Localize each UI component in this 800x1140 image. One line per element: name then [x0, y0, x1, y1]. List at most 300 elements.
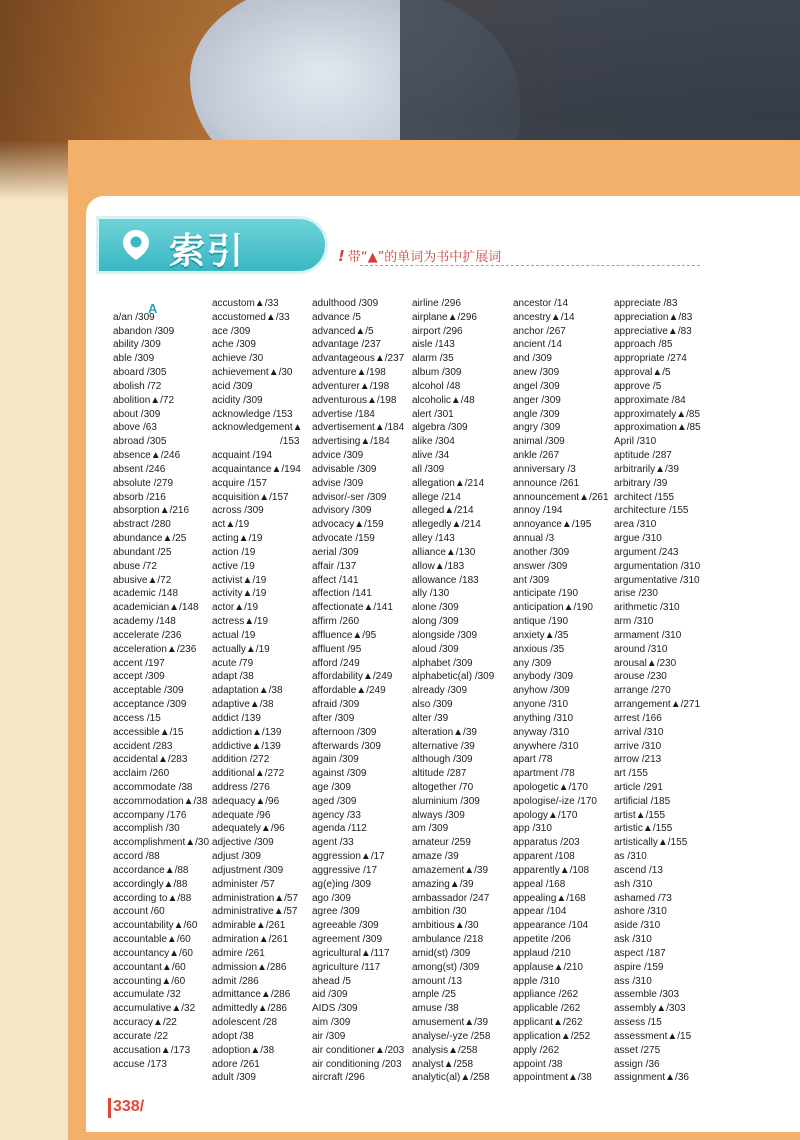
- index-entry: afternoon /309: [312, 726, 377, 738]
- index-entry: absence▲/246: [113, 450, 181, 462]
- index-column-2: [212, 297, 312, 1085]
- index-entry: accustom▲/33: [212, 298, 279, 309]
- index-entry: analytic(al)▲/258: [412, 1072, 490, 1084]
- index-entry: agree /309: [312, 906, 360, 918]
- index-column-1: [113, 297, 213, 1071]
- index-banner: [96, 216, 328, 274]
- index-entry: ample /25: [412, 989, 456, 1001]
- index-entry: arithmetic /310: [614, 602, 680, 614]
- index-entry: art /155: [614, 768, 648, 780]
- index-entry: anticipation▲/190: [513, 602, 593, 614]
- index-entry: apple /310: [513, 975, 560, 987]
- index-entry: accommodate /38: [113, 781, 193, 793]
- index-entry: affluent /95: [312, 643, 362, 655]
- index-entry: advice /309: [312, 450, 364, 462]
- index-entry: alley /143: [412, 533, 455, 545]
- index-entry: absorption▲/216: [113, 505, 190, 517]
- index-entry: action /19: [212, 546, 256, 558]
- index-entry: accord /88: [113, 851, 160, 863]
- index-entry: agent /33: [312, 837, 354, 849]
- index-entry: assemble /303: [614, 989, 680, 1001]
- index-entry: AIDS /309: [312, 1003, 358, 1015]
- index-entry: adore /261: [212, 1058, 260, 1070]
- index-entry: ally /130: [412, 588, 450, 600]
- index-entry: administration▲/57: [212, 892, 299, 904]
- index-entry: acquire /157: [212, 477, 268, 489]
- index-entry: adult /309: [212, 1072, 256, 1084]
- index-entry: altitude /287: [412, 768, 467, 780]
- index-entry: alternative /39: [412, 740, 475, 752]
- index-entry: account /60: [113, 906, 165, 918]
- index-entry: airport /296: [412, 325, 463, 337]
- index-entry: about /309: [113, 408, 161, 420]
- index-entry: although /309: [412, 754, 473, 766]
- index-entry: anyway /310: [513, 726, 570, 738]
- index-entry: adjust /309: [212, 851, 261, 863]
- index-entry: abundant /25: [113, 546, 172, 558]
- index-entry: amaze /39: [412, 851, 459, 863]
- index-entry: adequately▲/96: [212, 823, 285, 835]
- index-entry: access /15: [113, 712, 161, 724]
- index-entry: acidity /309: [212, 394, 263, 406]
- index-entry: anxious /35: [513, 643, 565, 655]
- index-entry: accumulative▲/32: [113, 1003, 196, 1015]
- index-entry: arm /310: [614, 616, 654, 628]
- index-entry: and /309: [513, 353, 552, 365]
- index-entry: acute /79: [212, 657, 254, 669]
- index-entry: agriculture /117: [312, 961, 381, 973]
- index-entry: airplane▲/296: [412, 311, 477, 323]
- index-entry: against /309: [312, 768, 367, 780]
- index-entry: actual /19: [212, 629, 256, 641]
- index-entry: appropriate /274: [614, 353, 687, 365]
- index-entry: accidental▲/283: [113, 754, 188, 766]
- index-entry: advisory /309: [312, 505, 372, 517]
- index-entry: arrangement▲/271: [614, 699, 701, 711]
- heading-spacer: [113, 297, 213, 311]
- index-entry: appreciate /83: [614, 298, 678, 309]
- index-entry: approve /5: [614, 380, 662, 392]
- index-entry: aggression▲/17: [312, 851, 385, 863]
- index-entry: act▲/19: [212, 519, 250, 531]
- index-entry: accuse /173: [113, 1058, 167, 1070]
- index-entry: acid /309: [212, 380, 253, 392]
- index-entry: a/an /309: [113, 311, 155, 323]
- index-entry: admire /261: [212, 947, 265, 959]
- index-entry: aim /309: [312, 1017, 351, 1029]
- index-entry: abolition▲/72: [113, 394, 175, 406]
- index-entry: angel /309: [513, 380, 560, 392]
- index-entry: analyse/-yze /258: [412, 1030, 491, 1042]
- index-entry: assignment▲/36: [614, 1072, 689, 1084]
- index-entry: arrange /270: [614, 685, 671, 697]
- index-entry: approach /85: [614, 339, 673, 351]
- index-entry: app /310: [513, 823, 552, 835]
- index-entry: appear /104: [513, 906, 567, 918]
- index-entry: alike /304: [412, 436, 455, 448]
- note-text: 带“▲”的单词为书中扩展词: [347, 250, 502, 265]
- index-entry: appearance /104: [513, 920, 589, 932]
- index-entry: angle /309: [513, 408, 560, 420]
- index-entry: arousal▲/230: [614, 657, 677, 669]
- index-entry: announcement▲/261: [513, 491, 609, 503]
- index-entry: amazing▲/39: [412, 878, 474, 890]
- index-entry: arouse /230: [614, 671, 667, 683]
- index-entry: annoy /194: [513, 505, 563, 517]
- index-entry: arbitrary /39: [614, 477, 668, 489]
- index-entry: alone /309: [412, 602, 459, 614]
- index-entry: aircraft /296: [312, 1072, 365, 1084]
- index-entry: ask /310: [614, 934, 652, 946]
- index-entry: accounting▲/60: [113, 975, 186, 987]
- index-entry: analyst▲/258: [412, 1058, 474, 1070]
- index-entry: assign /36: [614, 1058, 660, 1070]
- index-entry: actually▲/19: [212, 643, 270, 655]
- index-entry: apart /78: [513, 754, 553, 766]
- index-entry: alteration▲/39: [412, 726, 477, 738]
- index-entry: appeal /168: [513, 878, 566, 890]
- index-entry: abuse /72: [113, 560, 157, 572]
- index-entry: affirm /260: [312, 616, 360, 628]
- index-entry: air conditioner▲/203: [312, 1044, 405, 1056]
- index-entry: alongside /309: [412, 629, 478, 641]
- index-entry: approximately▲/85: [614, 408, 701, 420]
- index-entry: above /63: [113, 422, 157, 434]
- index-entry: accountancy▲/60: [113, 947, 193, 959]
- index-entry: ancient /14: [513, 339, 562, 351]
- index-entry: apparently▲/108: [513, 864, 590, 876]
- index-entry: amusement▲/39: [412, 1017, 489, 1029]
- index-entry: ashore /310: [614, 906, 667, 918]
- index-entry: aluminium /309: [412, 795, 480, 807]
- index-entry: additional▲/272: [212, 768, 285, 780]
- index-entry: ancestry▲/14: [513, 311, 575, 323]
- index-entry: admittedly▲/286: [212, 1003, 287, 1015]
- index-entry: air /309: [312, 1030, 346, 1042]
- index-entry: absolute /279: [113, 477, 174, 489]
- index-entry: applicable /262: [513, 1003, 581, 1015]
- index-entry: advertising▲/184: [312, 436, 390, 448]
- index-entry: activity▲/19: [212, 588, 267, 600]
- index-entry: allege /214: [412, 491, 461, 503]
- index-column-3: [312, 297, 412, 1085]
- index-entry: as /310: [614, 851, 647, 863]
- index-entry: alarm /35: [412, 353, 454, 365]
- index-entry: affair /137: [312, 560, 357, 572]
- index-entry: agency /33: [312, 809, 361, 821]
- index-entry: anew /309: [513, 367, 560, 379]
- index-entry: already /309: [412, 685, 468, 697]
- index-entry: aisle /143: [412, 339, 455, 351]
- index-column-6: [614, 297, 714, 1085]
- index-entry: again /309: [312, 754, 359, 766]
- index-column-4: [412, 297, 512, 1085]
- index-entry: appetite /206: [513, 934, 571, 946]
- index-entry: abroad /305: [113, 436, 167, 448]
- index-entry: ability /309: [113, 339, 161, 351]
- index-entry: allegedly▲/214: [412, 519, 481, 531]
- index-entry: any /309: [513, 657, 552, 669]
- index-entry: acknowledgement▲: [212, 422, 303, 434]
- index-entry: abolish /72: [113, 380, 162, 392]
- index-entry: annual /3: [513, 533, 555, 545]
- index-entry: arbitrarily▲/39: [614, 463, 679, 475]
- index-entry: apparatus /203: [513, 837, 580, 849]
- index-entry: amuse /38: [412, 1003, 459, 1015]
- index-column-5: [513, 297, 613, 1085]
- index-entry: addictive▲/139: [212, 740, 281, 752]
- index-entry: adventure▲/198: [312, 367, 386, 379]
- index-entry: admittance▲/286: [212, 989, 291, 1001]
- index-entry: airline /296: [412, 298, 461, 309]
- index-entry: accompany /176: [113, 809, 187, 821]
- index-entry: acceptable /309: [113, 685, 184, 697]
- index-entry: air conditioning /203: [312, 1058, 402, 1070]
- index-entry: argumentation /310: [614, 560, 701, 572]
- index-entry: accommodation▲/38: [113, 795, 208, 807]
- index-entry: am /309: [412, 823, 449, 835]
- index-entry: amazement▲/39: [412, 864, 489, 876]
- index-entry: abusive▲/72: [113, 574, 172, 586]
- index-entry: amateur /259: [412, 837, 471, 849]
- index-entry: abstract /280: [113, 519, 171, 531]
- index-entry: ambition /30: [412, 906, 467, 918]
- index-entry: across /309: [212, 505, 264, 517]
- index-entry: affordability▲/249: [312, 671, 393, 683]
- index-entry: actor▲/19: [212, 602, 259, 614]
- index-entry: administrative▲/57: [212, 906, 298, 918]
- index-entry: arrival /310: [614, 726, 664, 738]
- index-entry: afterwards /309: [312, 740, 381, 752]
- index-entry: achieve /30: [212, 353, 264, 365]
- index-entry: answer /309: [513, 560, 568, 572]
- index-entry: approval▲/5: [614, 367, 671, 379]
- index-entry: amount /13: [412, 975, 463, 987]
- index-entry: anchor /267: [513, 325, 566, 337]
- index-entry: acting▲/19: [212, 533, 263, 545]
- index-entry: administer /57: [212, 878, 275, 890]
- index-entry: allow▲/183: [412, 560, 465, 572]
- index-entry: approximation▲/85: [614, 422, 701, 434]
- index-entry: also /309: [412, 699, 453, 711]
- index-entry: acknowledge /153: [212, 408, 293, 420]
- index-entry: adjustment /309: [212, 864, 284, 876]
- exclamation-mark: !: [338, 247, 345, 265]
- index-entry: alcoholic▲/48: [412, 394, 475, 406]
- index-entry: academy /148: [113, 616, 176, 628]
- index-entry: amid(st) /309: [412, 947, 471, 959]
- index-entry: afford /249: [312, 657, 360, 669]
- index-entry: advanced▲/5: [312, 325, 374, 337]
- index-entry: anxiety▲/35: [513, 629, 569, 641]
- index-entry: advisor/-ser /309: [312, 491, 387, 503]
- index-entry: accordingly▲/88: [113, 878, 188, 890]
- index-entry: acquaintance▲/194: [212, 463, 301, 475]
- index-entry: afraid /309: [312, 699, 360, 711]
- index-entry: acceptance /309: [113, 699, 187, 711]
- index-entry: ahead /5: [312, 975, 351, 987]
- location-pin-icon: [119, 228, 153, 262]
- index-entry: allowance /183: [412, 574, 479, 586]
- index-entry: acquisition▲/157: [212, 491, 289, 503]
- index-entry: assembly▲/303: [614, 1003, 686, 1015]
- index-entry: adventurous▲/198: [312, 394, 397, 406]
- page-number: 338/: [113, 1098, 145, 1115]
- index-entry: argue /310: [614, 533, 662, 545]
- index-entry: applause▲/210: [513, 961, 583, 973]
- index-entry: architect /155: [614, 491, 675, 503]
- index-entry: achievement▲/30: [212, 367, 293, 379]
- index-entry: actress▲/19: [212, 616, 269, 628]
- index-entry: accomplish /30: [113, 823, 180, 835]
- index-entry: analysis▲/258: [412, 1044, 478, 1056]
- index-entry: admit /286: [212, 975, 259, 987]
- index-entry: anybody /309: [513, 671, 574, 683]
- index-entry: appreciative▲/83: [614, 325, 692, 337]
- index-entry: artistic▲/155: [614, 823, 673, 835]
- index-entry: ambulance /218: [412, 934, 484, 946]
- index-entry: adequacy▲/96: [212, 795, 280, 807]
- index-entry: application▲/252: [513, 1030, 591, 1042]
- index-entry: /153: [280, 436, 300, 448]
- index-entry: accessible▲/15: [113, 726, 184, 738]
- index-entry: ache /309: [212, 339, 256, 351]
- index-entry: active /19: [212, 560, 255, 572]
- index-entry: accurate /22: [113, 1030, 169, 1042]
- extension-word-note: [338, 246, 501, 265]
- index-entry: apologise/-ize /170: [513, 795, 597, 807]
- index-entry: asset /275: [614, 1044, 661, 1056]
- index-entry: alphabetic(al) /309: [412, 671, 495, 683]
- index-entry: apply /262: [513, 1044, 560, 1056]
- index-entry: among(st) /309: [412, 961, 480, 973]
- index-entry: ashamed /73: [614, 892, 672, 904]
- index-entry: age /309: [312, 781, 351, 793]
- index-entry: adapt /38: [212, 671, 254, 683]
- index-entry: arrow /213: [614, 754, 662, 766]
- index-entry: ace /309: [212, 325, 251, 337]
- index-entry: adulthood /309: [312, 298, 379, 309]
- index-entry: album /309: [412, 367, 462, 379]
- index-entry: ancestor /14: [513, 298, 569, 309]
- index-entry: abundance▲/25: [113, 533, 187, 545]
- index-entry: accustomed▲/33: [212, 311, 290, 323]
- index-entry: addiction▲/139: [212, 726, 282, 738]
- index-entry: around /310: [614, 643, 668, 655]
- index-entry: aerial /309: [312, 546, 359, 558]
- index-entry: accept /309: [113, 671, 165, 683]
- index-entry: acquaint /194: [212, 450, 273, 462]
- index-entry: anything /310: [513, 712, 574, 724]
- index-entry: anticipate /190: [513, 588, 579, 600]
- index-entry: alive /34: [412, 450, 450, 462]
- index-entry: appealing▲/168: [513, 892, 586, 904]
- index-entry: ant /309: [513, 574, 550, 586]
- index-entry: artistically▲/155: [614, 837, 688, 849]
- index-entry: ag(e)ing /309: [312, 878, 371, 890]
- index-entry: alter /39: [412, 712, 449, 724]
- index-entry: adventurer▲/198: [312, 380, 390, 392]
- index-entry: advocate /159: [312, 533, 375, 545]
- index-entry: annoyance▲/195: [513, 519, 592, 531]
- index-entry: affluence▲/95: [312, 629, 377, 641]
- index-entry: aged /309: [312, 795, 357, 807]
- index-entry: accountable▲/60: [113, 934, 191, 946]
- index-entry: apartment /78: [513, 768, 575, 780]
- index-entry: apparent /108: [513, 851, 575, 863]
- index-entry: accomplishment▲/30: [113, 837, 210, 849]
- index-entry: anniversary /3: [513, 463, 576, 475]
- index-entry: ascend /13: [614, 864, 663, 876]
- index-entry: admiration▲/261: [212, 934, 289, 946]
- index-entry: adaptive▲/38: [212, 699, 274, 711]
- index-entry: accident /283: [113, 740, 173, 752]
- index-entry: adjective /309: [212, 837, 274, 849]
- index-entry: accumulate /32: [113, 989, 181, 1001]
- index-entry: adopt /38: [212, 1030, 254, 1042]
- index-entry: alleged▲/214: [412, 505, 474, 517]
- index-entry: area /310: [614, 519, 657, 531]
- index-entry: apology▲/170: [513, 809, 578, 821]
- index-entry: anyhow /309: [513, 685, 570, 697]
- index-entry: arise /230: [614, 588, 658, 600]
- index-entry: angry /309: [513, 422, 561, 434]
- index-entry: academic /148: [113, 588, 179, 600]
- index-entry: after /309: [312, 712, 355, 724]
- index-entry: affection /141: [312, 588, 372, 600]
- note-underline: [360, 265, 700, 266]
- index-entry: ambitious▲/30: [412, 920, 479, 932]
- index-entry: architecture /155: [614, 505, 689, 517]
- index-entry: adoption▲/38: [212, 1044, 275, 1056]
- index-entry: adolescent /28: [212, 1017, 278, 1029]
- index-entry: advantage /237: [312, 339, 381, 351]
- index-entry: aptitude /287: [614, 450, 672, 462]
- index-entry: accelerate /236: [113, 629, 182, 641]
- index-entry: antique /190: [513, 616, 569, 628]
- index-entry: accuracy▲/22: [113, 1017, 177, 1029]
- index-entry: addict /139: [212, 712, 261, 724]
- index-entry: aid /309: [312, 989, 348, 1001]
- index-entry: affordable▲/249: [312, 685, 386, 697]
- index-entry: approximate /84: [614, 394, 686, 406]
- index-entry: accusation▲/173: [113, 1044, 191, 1056]
- index-entry: aspect /187: [614, 947, 666, 959]
- index-entry: accountability▲/60: [113, 920, 198, 932]
- index-entry: algebra /309: [412, 422, 468, 434]
- index-entry: assess /15: [614, 1017, 662, 1029]
- index-entry: argument /243: [614, 546, 679, 558]
- index-entry: appliance /262: [513, 989, 579, 1001]
- index-entry: aspire /159: [614, 961, 664, 973]
- index-entry: all /309: [412, 463, 445, 475]
- index-entry: absorb /216: [113, 491, 166, 503]
- index-entry: ankle /267: [513, 450, 560, 462]
- index-entry: adequate /96: [212, 809, 271, 821]
- index-entry: apologetic▲/170: [513, 781, 588, 793]
- index-entry: advertise /184: [312, 408, 375, 420]
- index-entry: admission▲/286: [212, 961, 287, 973]
- index-entry: advantageous▲/237: [312, 353, 405, 365]
- index-entry: appreciation▲/83: [614, 311, 693, 323]
- index-entry: advance /5: [312, 311, 361, 323]
- index-entry: accountant▲/60: [113, 961, 186, 973]
- index-entry: anyone /310: [513, 699, 569, 711]
- index-entry: aboard /305: [113, 367, 167, 379]
- index-entry: armament /310: [614, 629, 682, 641]
- index-entry: appoint /38: [513, 1058, 563, 1070]
- page-number-bar: [108, 1098, 111, 1118]
